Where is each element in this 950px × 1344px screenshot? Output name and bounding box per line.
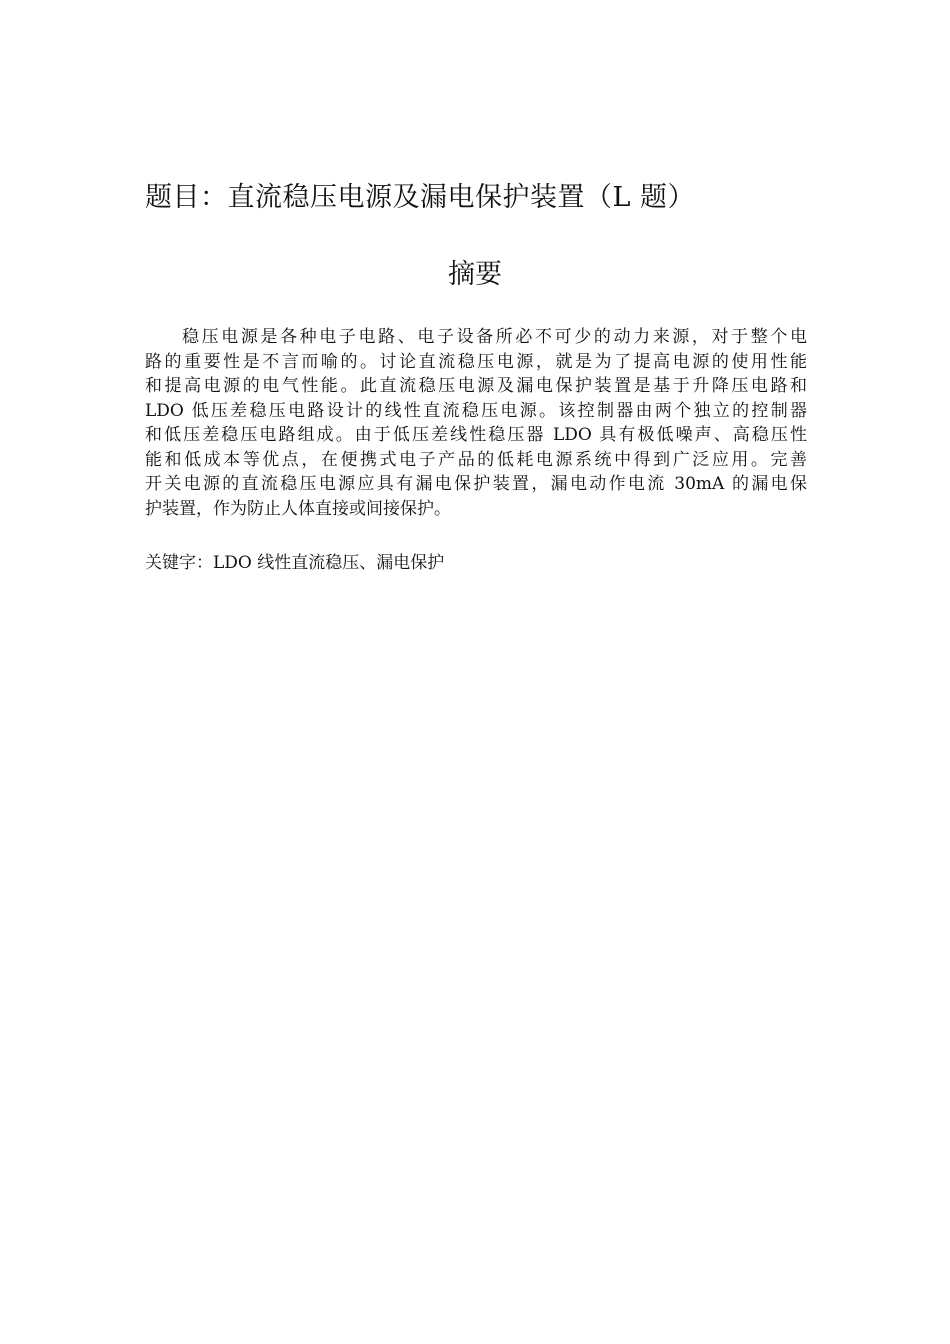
abstract-paragraph [145,325,807,521]
keywords-line: 关键字：LDO 线性直流稳压、漏电保护 [145,553,445,573]
abstract-line: 能和低成本等优点，在便携式电子产品的低耗电源系统中得到广泛应用。完善 [145,449,807,470]
abstract-heading: 摘要 [448,259,502,290]
abstract-line: 护装置，作为防止人体直接或间接保护。 [145,498,451,519]
abstract-line: 路的重要性是不言而喻的。讨论直流稳压电源，就是为了提高电源的使用性能 [145,351,807,372]
abstract-line: 和低压差稳压电路组成。由于低压差线性稳压器 LDO 具有极低噪声、高稳压性 [145,425,807,445]
document-title: 题目：直流稳压电源及漏电保护装置（L 题） [145,182,696,213]
abstract-line: 和提高电源的电气性能。此直流稳压电源及漏电保护装置是基于升降压电路和 [145,376,807,396]
abstract-line: 开关电源的直流稳压电源应具有漏电保护装置，漏电动作电流 30mA 的漏电保 [145,474,807,494]
abstract-line: LDO 低压差稳压电路设计的线性直流稳压电源。该控制器由两个独立的控制器 [145,400,807,421]
abstract-line: 稳压电源是各种电子电路、电子设备所必不可少的动力来源，对于整个电 [182,327,807,347]
